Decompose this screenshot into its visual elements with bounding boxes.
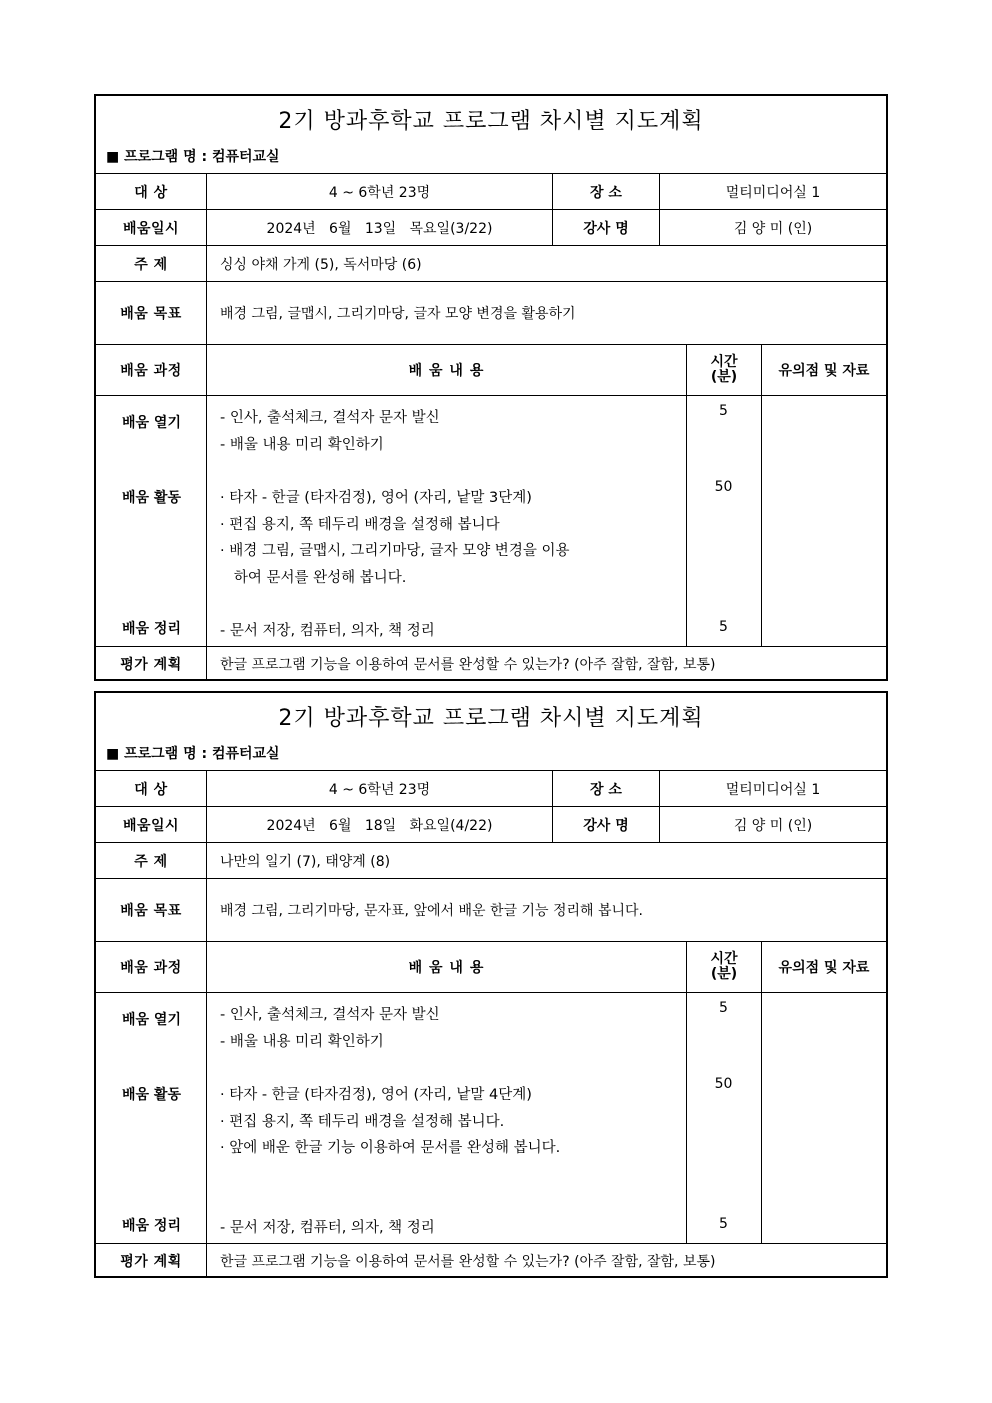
goal-value: 배경 그림, 글맵시, 그리기마당, 글자 모양 변경을 활용하기 bbox=[220, 306, 576, 322]
time-close: 5 bbox=[719, 619, 728, 635]
teacher-label: 강사 명 bbox=[552, 210, 659, 245]
time-column bbox=[686, 993, 761, 1243]
goal-row bbox=[96, 282, 886, 345]
eval-row bbox=[96, 1244, 886, 1278]
time-close: 5 bbox=[719, 1216, 728, 1232]
lesson-plan-1 bbox=[94, 94, 888, 681]
topic-row bbox=[96, 246, 886, 282]
content-line: - 인사, 출석체크, 결석자 문자 발신 bbox=[220, 410, 440, 426]
place-label: 장 소 bbox=[552, 174, 659, 209]
notes-header: 유의점 및 자료 bbox=[761, 942, 886, 992]
notes-header: 유의점 및 자료 bbox=[761, 345, 886, 395]
place-label: 장 소 bbox=[552, 771, 659, 806]
stage-open: 배움 열기 bbox=[122, 1012, 181, 1028]
goal-label: 배움 목표 bbox=[96, 282, 207, 344]
target-row bbox=[96, 174, 886, 210]
notes-column bbox=[761, 396, 886, 646]
eval-row bbox=[96, 647, 886, 681]
lesson-plan-2 bbox=[94, 691, 888, 1278]
stage-activity: 배움 활동 bbox=[122, 1087, 181, 1103]
program-name: ■ 프로그램 명 : 컴퓨터교실 bbox=[106, 149, 280, 165]
time-header-line2: (분) bbox=[710, 369, 738, 385]
content-line: - 문서 저장, 컴퓨터, 의자, 책 정리 bbox=[220, 623, 435, 639]
teacher-label: 강사 명 bbox=[552, 807, 659, 842]
target-label: 대 상 bbox=[96, 174, 207, 209]
content-line: · 편집 용지, 쪽 테두리 배경을 설정해 봅니다. bbox=[220, 1114, 505, 1130]
teacher-value: 김 양 미 (인) bbox=[659, 807, 886, 842]
plan-header bbox=[96, 693, 886, 771]
time-header bbox=[686, 345, 761, 395]
time-column bbox=[686, 396, 761, 646]
eval-label: 평가 계획 bbox=[96, 647, 207, 681]
eval-value: 한글 프로그램 기능을 이용하여 문서를 완성할 수 있는가? (아주 잘함, 잘함, 보통) bbox=[220, 1254, 716, 1270]
content-line: - 배울 내용 미리 확인하기 bbox=[220, 1034, 384, 1050]
plan-title: 2기 방과후학교 프로그램 차시별 지도계획 bbox=[278, 109, 704, 134]
date-label: 배움일시 bbox=[96, 210, 207, 245]
time-open: 5 bbox=[719, 1000, 728, 1016]
content-body bbox=[96, 993, 886, 1244]
date-value: 2024년 6월 13일 목요일(3/22) bbox=[266, 220, 493, 237]
place-value: 멀티미디어실 1 bbox=[659, 771, 886, 806]
date-row bbox=[96, 210, 886, 246]
teacher-value: 김 양 미 (인) bbox=[659, 210, 886, 245]
content-header: 배 움 내 용 bbox=[408, 363, 485, 379]
content-body bbox=[96, 396, 886, 647]
plan-title: 2기 방과후학교 프로그램 차시별 지도계획 bbox=[278, 706, 704, 731]
time-header-line2: (분) bbox=[710, 966, 738, 982]
stage-close: 배움 정리 bbox=[122, 1218, 181, 1234]
time-open: 5 bbox=[719, 403, 728, 419]
time-activity: 50 bbox=[714, 479, 733, 495]
target-label: 대 상 bbox=[96, 771, 207, 806]
time-header bbox=[686, 942, 761, 992]
stage-open: 배움 열기 bbox=[122, 415, 181, 431]
process-header: 배움 과정 bbox=[96, 345, 207, 395]
topic-row bbox=[96, 843, 886, 879]
content-line: · 배경 그림, 글맵시, 그리기마당, 글자 모양 변경을 이용 bbox=[220, 543, 570, 559]
place-value: 멀티미디어실 1 bbox=[659, 174, 886, 209]
stage-column bbox=[96, 396, 207, 646]
date-row bbox=[96, 807, 886, 843]
topic-value: 싱싱 야채 가게 (5), 독서마당 (6) bbox=[220, 256, 422, 273]
table-header-row bbox=[96, 345, 886, 396]
content-column bbox=[207, 396, 686, 646]
table-header-row bbox=[96, 942, 886, 993]
notes-column bbox=[761, 993, 886, 1243]
content-line: · 타자 - 한글 (타자검정), 영어 (자리, 낱말 3단계) bbox=[220, 490, 532, 506]
goal-row bbox=[96, 879, 886, 942]
plan-header bbox=[96, 96, 886, 174]
time-header-line1: 시간 bbox=[710, 354, 738, 370]
time-activity: 50 bbox=[714, 1076, 733, 1092]
target-value: 4 ~ 6학년 23명 bbox=[328, 781, 431, 798]
target-row bbox=[96, 771, 886, 807]
content-line: · 앞에 배운 한글 기능 이용하여 문서를 완성해 봅니다. bbox=[220, 1140, 561, 1156]
eval-label: 평가 계획 bbox=[96, 1244, 207, 1278]
stage-close: 배움 정리 bbox=[122, 621, 181, 637]
date-value: 2024년 6월 18일 화요일(4/22) bbox=[266, 817, 493, 834]
stage-activity: 배움 활동 bbox=[122, 490, 181, 506]
date-label: 배움일시 bbox=[96, 807, 207, 842]
goal-value: 배경 그림, 그리기마당, 문자표, 앞에서 배운 한글 기능 정리해 봅니다. bbox=[220, 903, 643, 919]
goal-label: 배움 목표 bbox=[96, 879, 207, 941]
topic-label: 주 제 bbox=[96, 843, 207, 878]
content-line: - 문서 저장, 컴퓨터, 의자, 책 정리 bbox=[220, 1220, 435, 1236]
eval-value: 한글 프로그램 기능을 이용하여 문서를 완성할 수 있는가? (아주 잘함, 잘함, 보통) bbox=[220, 657, 716, 673]
content-line: - 배울 내용 미리 확인하기 bbox=[220, 437, 384, 453]
content-line: 하여 문서를 완성해 봅니다. bbox=[220, 570, 407, 586]
process-header: 배움 과정 bbox=[96, 942, 207, 992]
content-header: 배 움 내 용 bbox=[408, 960, 485, 976]
program-name: ■ 프로그램 명 : 컴퓨터교실 bbox=[106, 746, 280, 762]
topic-label: 주 제 bbox=[96, 246, 207, 281]
time-header-line1: 시간 bbox=[710, 951, 738, 967]
stage-column bbox=[96, 993, 207, 1243]
content-line: · 편집 용지, 쪽 테두리 배경을 설정해 봅니다 bbox=[220, 517, 500, 533]
topic-value: 나만의 일기 (7), 태양계 (8) bbox=[220, 853, 391, 870]
content-line: · 타자 - 한글 (타자검정), 영어 (자리, 낱말 4단계) bbox=[220, 1087, 532, 1103]
content-line: - 인사, 출석체크, 결석자 문자 발신 bbox=[220, 1007, 440, 1023]
target-value: 4 ~ 6학년 23명 bbox=[328, 184, 431, 201]
content-column bbox=[207, 993, 686, 1243]
